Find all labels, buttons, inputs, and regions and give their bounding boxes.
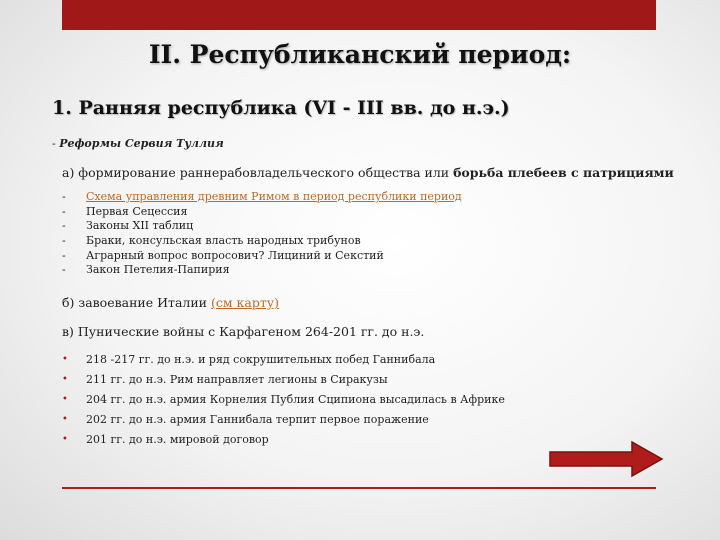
list-item (62, 370, 505, 390)
bullet-marker: • (62, 414, 68, 425)
section-b (62, 295, 279, 310)
list-item (62, 219, 462, 234)
list-item (62, 263, 462, 278)
bullet-marker: • (62, 354, 68, 365)
list-item (62, 430, 505, 450)
section-a (62, 165, 674, 180)
map-link[interactable]: (см карту) (210, 295, 279, 310)
reform-heading (52, 137, 224, 150)
list-item (62, 410, 505, 430)
dash-marker: - (62, 263, 66, 277)
dash-marker: - (62, 204, 66, 218)
dash-marker: - (62, 234, 66, 248)
list-item-label: Браки, консульская власть народных трибунов (86, 234, 361, 248)
list-item-label: 201 гг. до н.э. мировой договор (86, 433, 269, 446)
list-item-label: Аграрный вопрос вопросович? Лициний и Секстий (86, 248, 384, 262)
section-c: в) Пунические войны с Карфагеном 264-201 гг. до н.э. (62, 324, 425, 339)
slide-subtitle: 1. Ранняя республика (VI - III вв. до н.э.) (52, 97, 510, 119)
top-accent-bar (62, 0, 656, 30)
section-a-bold: борьба плебеев с патрициями (453, 165, 674, 180)
list-item-label: 202 гг. до н.э. армия Ганнибала терпит первое поражение (86, 413, 429, 426)
section-b-prefix: б) завоевание Италии (62, 295, 211, 310)
list-item (62, 350, 505, 370)
list-item-label: 218 -217 гг. до н.э. и ряд сокрушительных побед Ганнибала (86, 353, 436, 366)
dash-list (62, 190, 462, 278)
section-a-prefix: а) формирование раннерабовладельческого общества или (62, 165, 454, 180)
bullet-list (62, 350, 505, 450)
dash-marker: - (62, 219, 66, 233)
list-item (62, 390, 505, 410)
list-item (62, 205, 462, 220)
list-item-label: Закон Петелия-Папирия (86, 263, 230, 277)
dash-marker: - (62, 248, 66, 262)
bullet-marker: • (62, 434, 68, 445)
scheme-link[interactable]: Схема управления древним Римом в период республики период (86, 190, 462, 203)
list-item (62, 249, 462, 264)
list-item-label: Первая Сецессия (86, 204, 188, 218)
reform-dash: - (52, 137, 60, 150)
list-item-label: 204 гг. до н.э. армия Корнелия Публия Сципиона высадилась в Африке (86, 393, 505, 406)
list-item (62, 234, 462, 249)
right-arrow-icon[interactable] (548, 440, 664, 478)
list-item[interactable] (62, 190, 462, 205)
dash-marker: - (62, 190, 66, 203)
bullet-marker: • (62, 374, 68, 385)
reform-label: Реформы Сервия Туллия (59, 137, 224, 150)
list-item-label: Законы XII таблиц (86, 219, 194, 233)
slide-title: II. Республиканский период: (148, 40, 572, 69)
bottom-divider (62, 487, 656, 489)
list-item-label: 211 гг. до н.э. Рим направляет легионы в Сиракузы (86, 373, 388, 386)
bullet-marker: • (62, 394, 68, 405)
